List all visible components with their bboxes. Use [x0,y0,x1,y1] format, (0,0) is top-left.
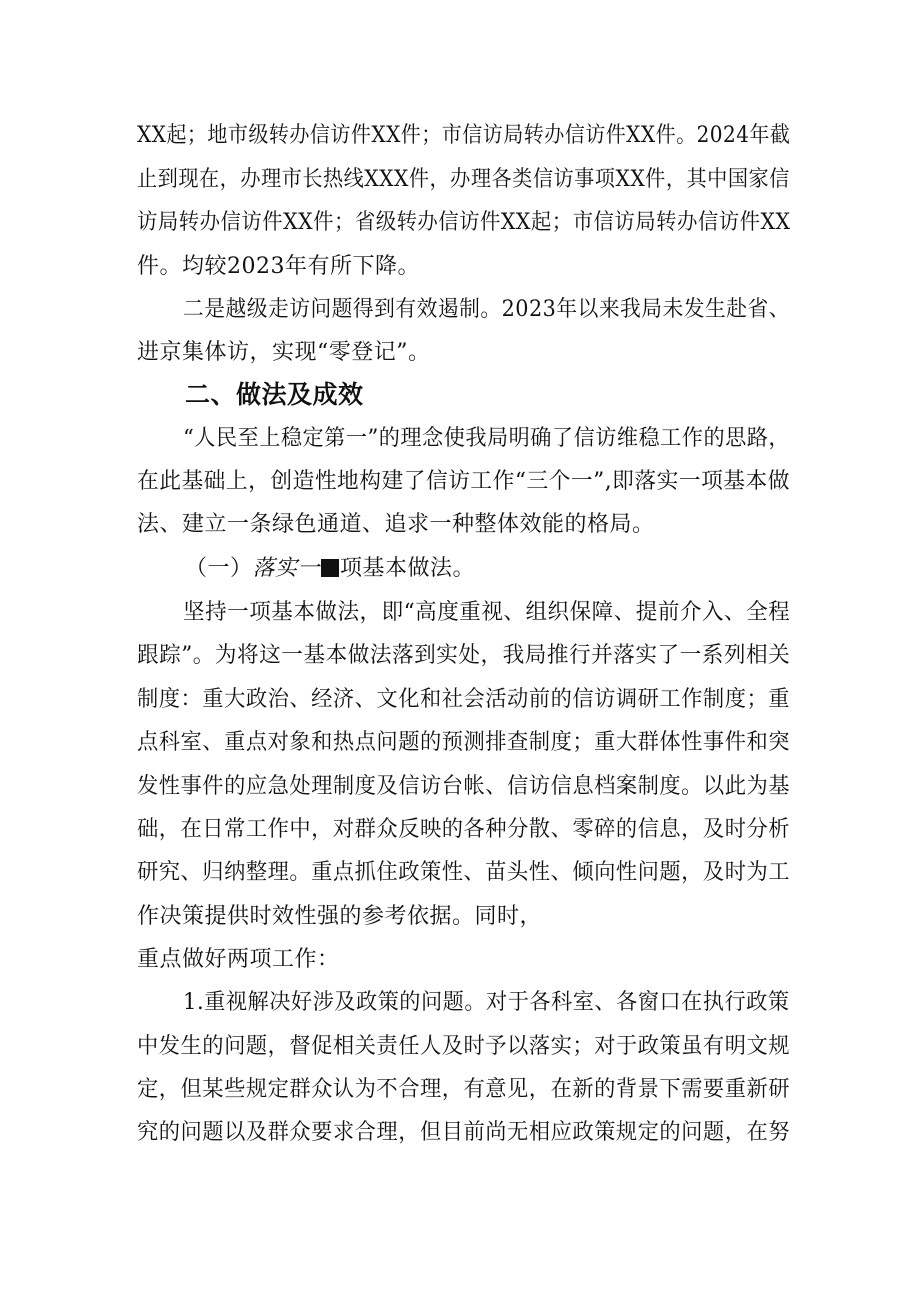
paragraph-5-line-4: 究的问题以及群众要求合理，但目前尚无相应政策规定的问题，在努 [137,1120,791,1145]
section-heading: 二、做法及成效 [185,380,364,409]
subheading-italic: 落实一 [252,556,321,581]
paragraph-4-line-6: 础，在日常工作中，对群众反映的各种分散、零碎的信息，及时分析 [137,817,791,842]
paragraph-1-line-3: 访局转办信访件XX件；省级转办信访件XX起；市信访局转办信访件XX [137,210,791,235]
paragraph-1-line-1: XX起；地市级转办信访件XX件；市信访局转办信访件XX件。2024年截 [137,123,791,148]
paragraph-4-line-5: 发性事件的应急处理制度及信访台帐、信访信息档案制度。以此为基 [137,774,791,799]
paragraph-5-line-3: 定，但某些规定群众认为不合理，有意见，在新的背景下需要重新研 [137,1077,791,1102]
paragraph-2-line-2: 进京集体访，实现“零登记”。 [137,340,431,365]
paragraph-2-line-1: 二是越级走访问题得到有效遏制。2023年以来我局未发生赴省、 [183,297,790,322]
paragraph-1-line-2: 止到现在，办理市长热线XXX件，办理各类信访事项XX件，其中国家信 [137,167,790,192]
paragraph-4-line-4: 点科室、重点对象和热点问题的预测排查制度；重大群体性事件和突 [137,730,791,755]
paragraph-4-line-8: 作决策提供时效性强的参考依据。同时， [137,904,543,929]
redaction-block [321,559,339,577]
paragraph-3-line-1: “人民至上稳定第一”的理念使我局明确了信访维稳工作的思路， [183,426,791,451]
subheading-suffix: 项基本做法。 [340,556,476,581]
subheading-prefix: （一） [185,556,253,581]
paragraph-3-line-2: 在此基础上，创造性地构建了信访工作“三个一”,即落实一项基本做 [137,469,791,494]
paragraph-4-line-9: 重点做好两项工作： [137,947,340,972]
paragraph-4-line-3: 制度：重大政治、经济、文化和社会活动前的信访调研工作制度；重 [137,687,791,712]
paragraph-3-line-3: 法、建立一条绿色通道、追求一种整体效能的格局。 [137,512,655,537]
paragraph-5-line-1: 1.重视解决好涉及政策的问题。对于各科室、各窗口在执行政策 [183,990,790,1015]
paragraph-4-line-2: 跟踪”。为将这一基本做法落到实处，我局推行并落实了一系列相关 [137,643,791,668]
subheading [185,554,475,584]
paragraph-4-line-7: 研究、归纳整理。重点抓住政策性、苗头性、倾向性问题，及时为工 [137,860,791,885]
paragraph-5-line-2: 中发生的问题，督促相关责任人及时予以落实；对于政策虽有明文规 [137,1034,791,1059]
paragraph-4-line-1: 坚持一项基本做法，即“高度重视、组织保障、提前介入、全程 [183,600,791,625]
paragraph-1-line-4: 件。均较2023年有所下降。 [137,254,420,279]
